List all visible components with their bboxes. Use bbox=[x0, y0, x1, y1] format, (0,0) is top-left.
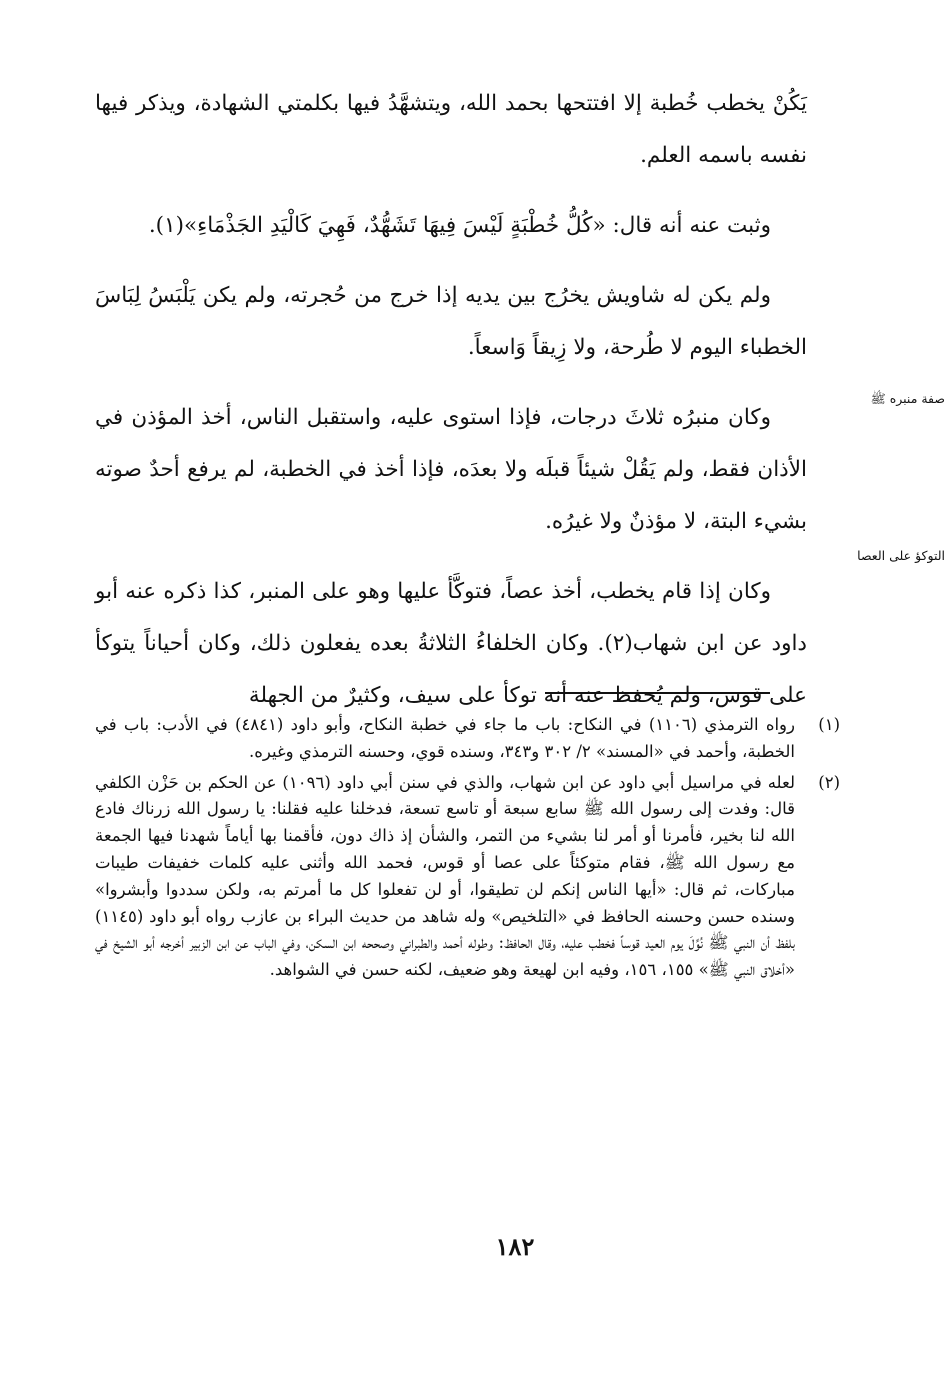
footnotes bbox=[95, 712, 840, 988]
footnote-2 bbox=[95, 770, 840, 984]
footnote-divider bbox=[545, 692, 770, 694]
footnote-number: (٢) bbox=[818, 772, 840, 792]
paragraph-5: وكان إذا قام يخطب، أخذ عصاً، فتوكَّأ عليها وهو على المنبر، كذا ذكره عنه أبو داود عن ابن شهاب(٢). وكان الخلفاءُ الثلاثةُ بعده يفعلون ذلك، وكان أحياناً يتوكأ على قوس، ولم يُحفظ عنه أنه توكأ على سيف، وكثيرٌ من الجهلة bbox=[95, 579, 807, 708]
paragraph-4: وكان منبرُه ثلاثَ درجات، فإذا استوى عليه، واستقبل الناس، أخذ المؤذن في الأذان فقط، ولم يَقُلْ شيئاً قبلَه ولا بعدَه، فإذا أخذ في الخطبة، لم يرفع أحدٌ صوته بشيء البتة، لا مؤذنٌ ولا غيرُه. bbox=[95, 405, 807, 534]
paragraph-1: يَكُنْ يخطب خُطبة إلا افتتحها بحمد الله، ويتشهَّدُ فيها بكلمتي الشهادة، ويذكر فيها نفسه باسمه العلم. bbox=[95, 91, 807, 168]
footnote-text: لعله في مراسيل أبي داود عن ابن شهاب، والذي في سنن أبي داود (١٠٩٦) عن الحكم بن حَزْن الكلفي قال: وفدت إلى رسول الله ﷺ سابع سبعة أو تاسع تسعة، فدخلنا عليه فقلنا: يا رسول الله زرناك فادع الله لنا بخير، فأمرنا أو أمر لنا بشيء من التمر، والشأن إذ ذاك دون، فأقمنا بها أياماً شهدنا فيها الجمعة مع رسول الله ﷺ، فقام متوكئاً على عصا أو قوس، فحمد الله وأثنى عليه كلمات خفيفات طيبات مباركات، ثم قال: «أيها الناس إنكم لن تطيقوا، أو لن تفعلوا كل ما أمرتم به، ولكن سددوا وأبشروا» وسنده حسن وحسنه الحافظ في «التلخيص» وله شاهد من حديث البراء بن عازب رواه أبو داود (١١٤٥) بلفظ أن النبي ﷺ نُوِّلَ يوم العيد قوساً فخطب عليه، وقال الحافظ: وطوله أحمد والطبراني وصححه ابن السكن، وفي الباب عن ابن الزبير أخرجه أبو الشيخ في «أخلاق النبي ﷺ» ١٥٥، ١٥٦، وفيه ابن لهيعة وهو ضعيف، لكنه حسن في الشواهد. bbox=[95, 772, 795, 980]
footnote-1 bbox=[95, 712, 840, 766]
footnote-text: رواه الترمذي (١١٠٦) في النكاح: باب ما جاء في خطبة النكاح، وأبو داود (٤٨٤١) في الأدب: باب في الخطبة، وأحمد في «المسند» ٢/ ٣٠٢ و٣٤٣، وسنده قوي، وحسنه الترمذي وغيره. bbox=[95, 715, 795, 761]
page-number-area bbox=[0, 1232, 945, 1261]
paragraph-2: وثبت عنه أنه قال: «كُلُّ خُطْبَةٍ لَيْسَ فِيهَا تَشَهُّدٌ، فَهِيَ كَالْيَدِ الجَذْمَاءِ»(١). bbox=[148, 213, 771, 238]
side-note-minbar: صفة منبره ﷺ bbox=[870, 391, 945, 406]
main-text-column bbox=[95, 78, 807, 722]
footnote-number: (١) bbox=[818, 715, 840, 734]
paragraph-3: ولم يكن له شاويش يخرُج بين يديه إذا خرج من حُجرته، ولم يكن يَلْبَسُ لِبَاسَ الخطباء اليوم لا طُرحة، ولا زِيقاً وَاسعاً. bbox=[95, 283, 807, 360]
side-note-asa: التوكؤ على العصا bbox=[857, 548, 945, 563]
page-number: ١٨٢ bbox=[495, 1232, 535, 1261]
